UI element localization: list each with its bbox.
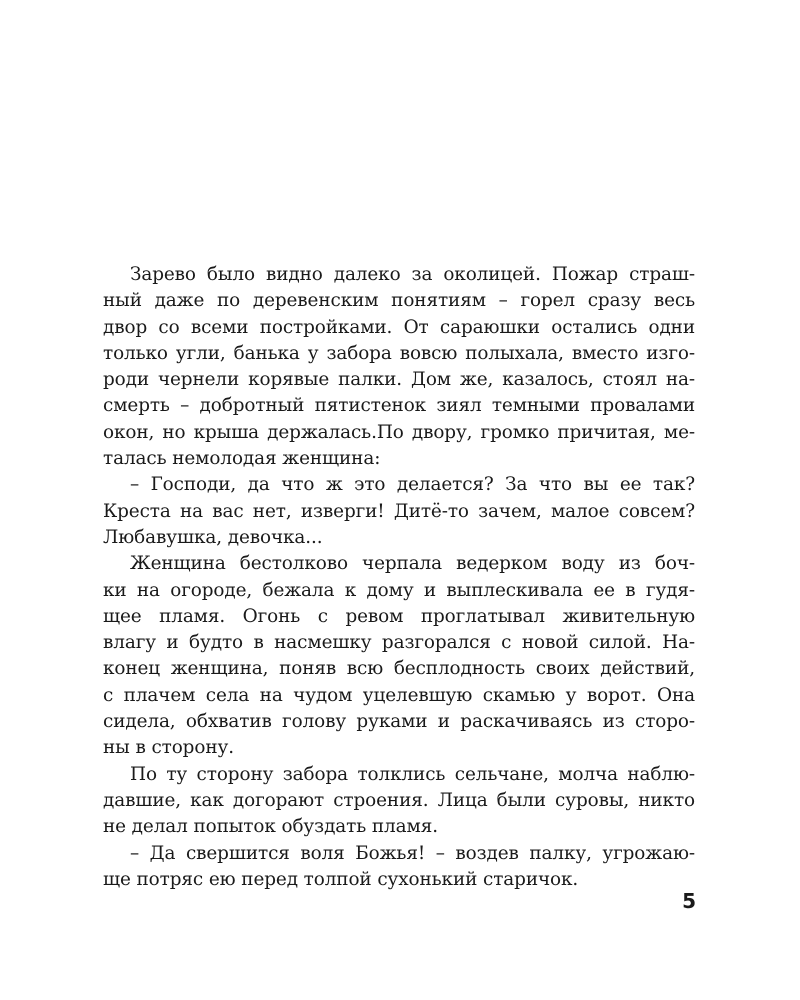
- text-line: сидела, обхватив голову руками и раскачиваясь из сторо-: [103, 711, 695, 733]
- text-line: давшие, как догорают строения. Лица были суровы, никто: [103, 789, 695, 811]
- text-line: – Да свершится воля Божья! – воздев палку, угрожаю-: [130, 842, 695, 864]
- text-line: Креста на вас нет, изверги! Дитё-то зачем, малое совсем?: [103, 500, 695, 522]
- text-line: ный даже по деревенским понятиям – горел сразу весь: [103, 290, 695, 312]
- text-line: Любавушка, девочка...: [103, 526, 323, 548]
- page-number: 5: [682, 889, 696, 913]
- text-line: По ту сторону забора толклись сельчане, молча наблю-: [130, 763, 695, 785]
- text-line: Зарево было видно далеко за околицей. Пожар страш-: [130, 264, 695, 285]
- text-line: двор со всеми постройками. От сараюшки остались одни: [103, 316, 695, 338]
- text-line: конец женщина, поняв всю бесплодность своих действий,: [103, 658, 695, 680]
- text-line: с плачем села на чудом уцелевшую скамью у ворот. Она: [103, 684, 695, 706]
- text-line: – Господи, да что ж это делается? За что вы ее так?: [130, 474, 695, 496]
- text-line: Женщина бестолково черпала ведерком воду из боч-: [130, 553, 695, 575]
- text-line: ки на огороде, бежала к дому и выплескивала ее в гудя-: [103, 579, 695, 601]
- text-line: влагу и будто в насмешку разгорался с новой силой. На-: [103, 632, 695, 654]
- text-line: только угли, банька у забора вовсю полыхала, вместо изго-: [103, 342, 695, 364]
- text-line: ны в сторону.: [103, 737, 234, 759]
- text-line: ще потряс ею перед толпой сухонький старичок.: [103, 868, 579, 890]
- text-line: окон, но крыша держалась.По двору, громко причитая, ме-: [103, 421, 695, 443]
- text-line: щее пламя. Огонь с ревом проглатывал живительную: [103, 605, 695, 627]
- text-line: талась немолодая женщина:: [103, 448, 381, 470]
- body-text: [103, 262, 695, 893]
- text-line: роди чернели корявые палки. Дом же, казалось, стоял на-: [103, 369, 695, 391]
- text-line: смерть – добротный пятистенок зиял темными провалами: [103, 395, 695, 417]
- text-line: не делал попыток обуздать пламя.: [103, 816, 438, 838]
